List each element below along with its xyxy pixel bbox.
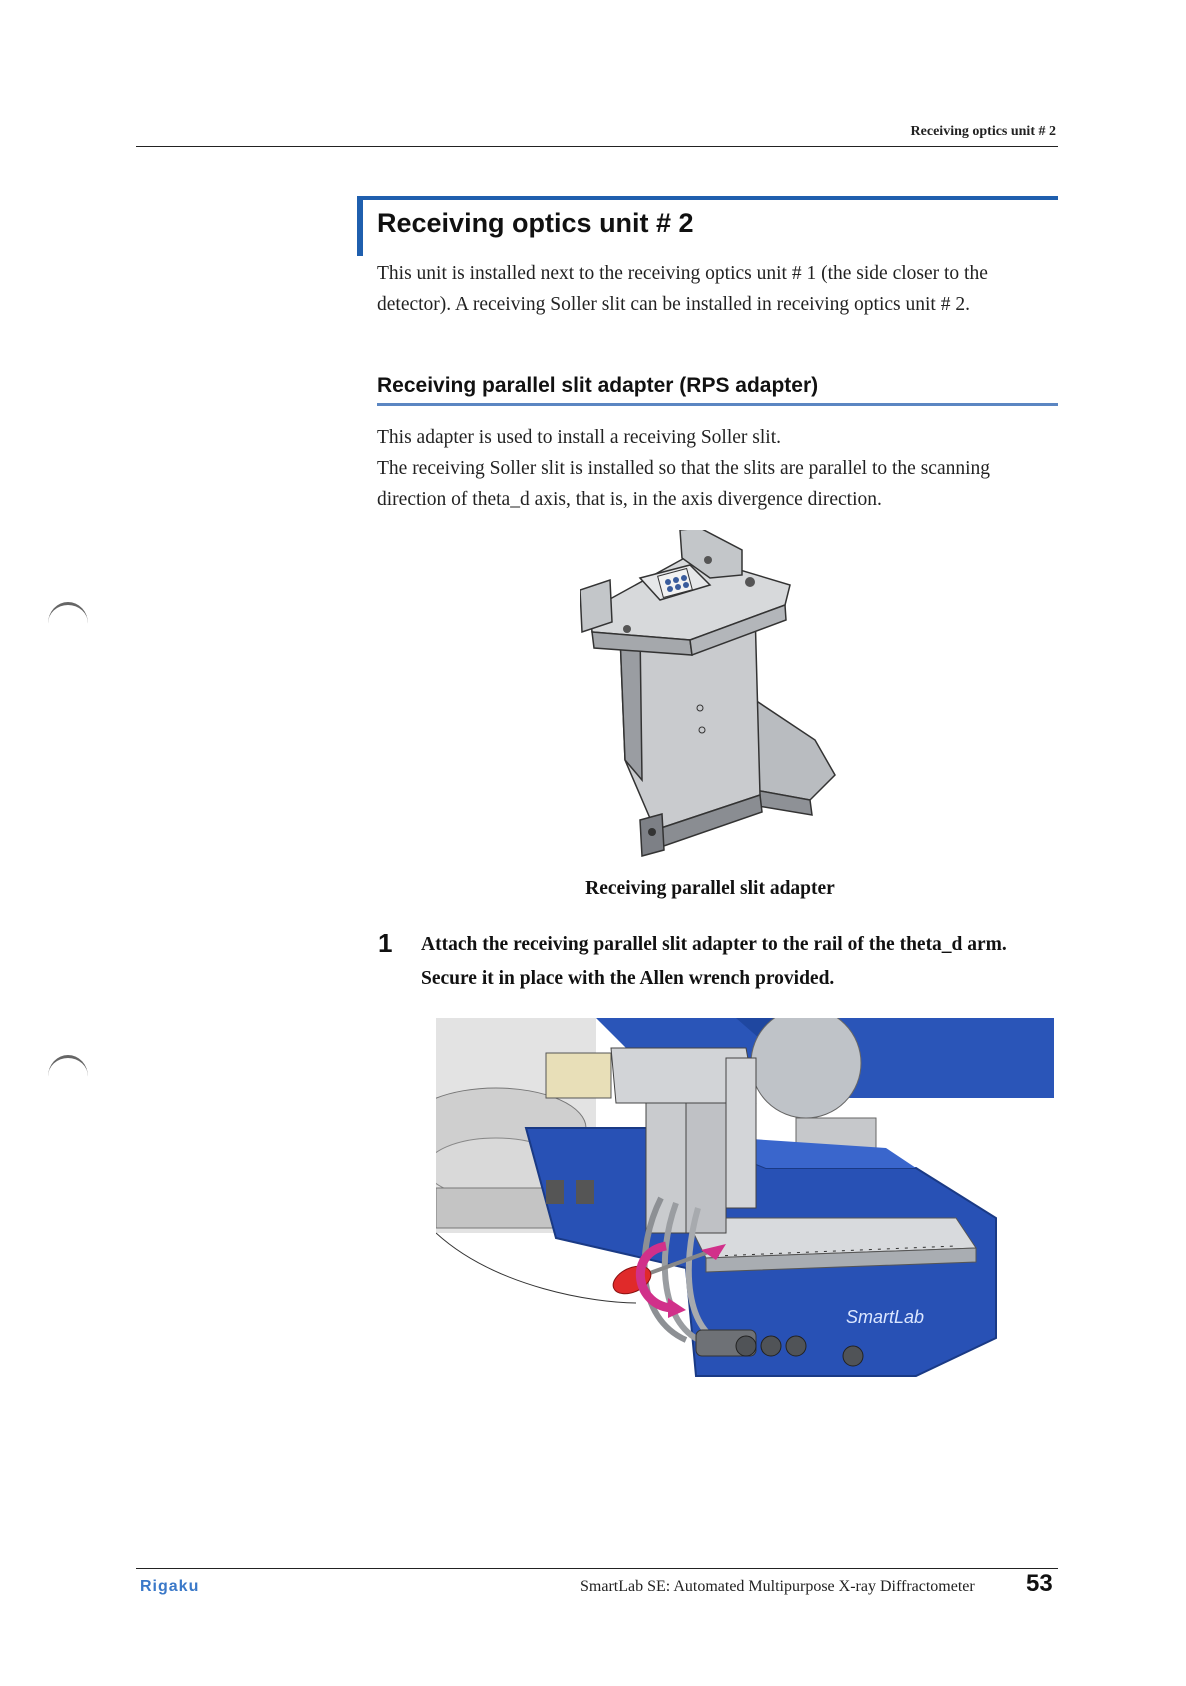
intro-line-2: detector). A receiving Soller slit can be installed in receiving optics unit # 2. [377,294,970,315]
figure-caption: Receiving parallel slit adapter [585,878,835,899]
intro-line-1: This unit is installed next to the receiving optics unit # 1 (the side closer to the [377,263,988,284]
body-line-3: direction of theta_d axis, that is, in the axis divergence direction. [377,489,882,510]
page-number: 53 [1026,1570,1053,1597]
section-intro [377,258,1057,320]
step-instruction [421,928,1061,996]
rigaku-logo: Rigaku [140,1578,200,1595]
step-line-2: Secure it in place with the Allen wrench provided. [421,968,835,989]
body-line-2: The receiving Soller slit is installed so that the slits are parallel to the scanning [377,458,991,479]
smartlab-brand-mark: SmartLab [846,1307,925,1327]
footer-doc-title: SmartLab SE: Automated Multipurpose X-ray Diffractometer [580,1578,975,1595]
binder-hole-top [48,602,88,645]
binder-hole-bottom [48,1055,88,1098]
section-title: Receiving optics unit # 2 [377,208,694,238]
subsection-title: Receiving parallel slit adapter (RPS adapter) [377,374,819,397]
installation-illustration [436,1018,1054,1390]
section-heading-bar [357,196,1058,200]
running-header: Receiving optics unit # 2 [910,124,1056,139]
footer-rule [136,1568,1058,1569]
header-rule [136,146,1058,147]
body-line-1: This adapter is used to install a receiving Soller slit. [377,427,781,448]
section-heading-accent [357,196,363,256]
subsection-rule [377,403,1058,406]
step-number: 1 [378,928,393,958]
subsection-body [377,422,1057,515]
rps-adapter-illustration [580,530,850,860]
step-line-1: Attach the receiving parallel slit adapter to the rail of the theta_d arm. [421,934,1007,955]
